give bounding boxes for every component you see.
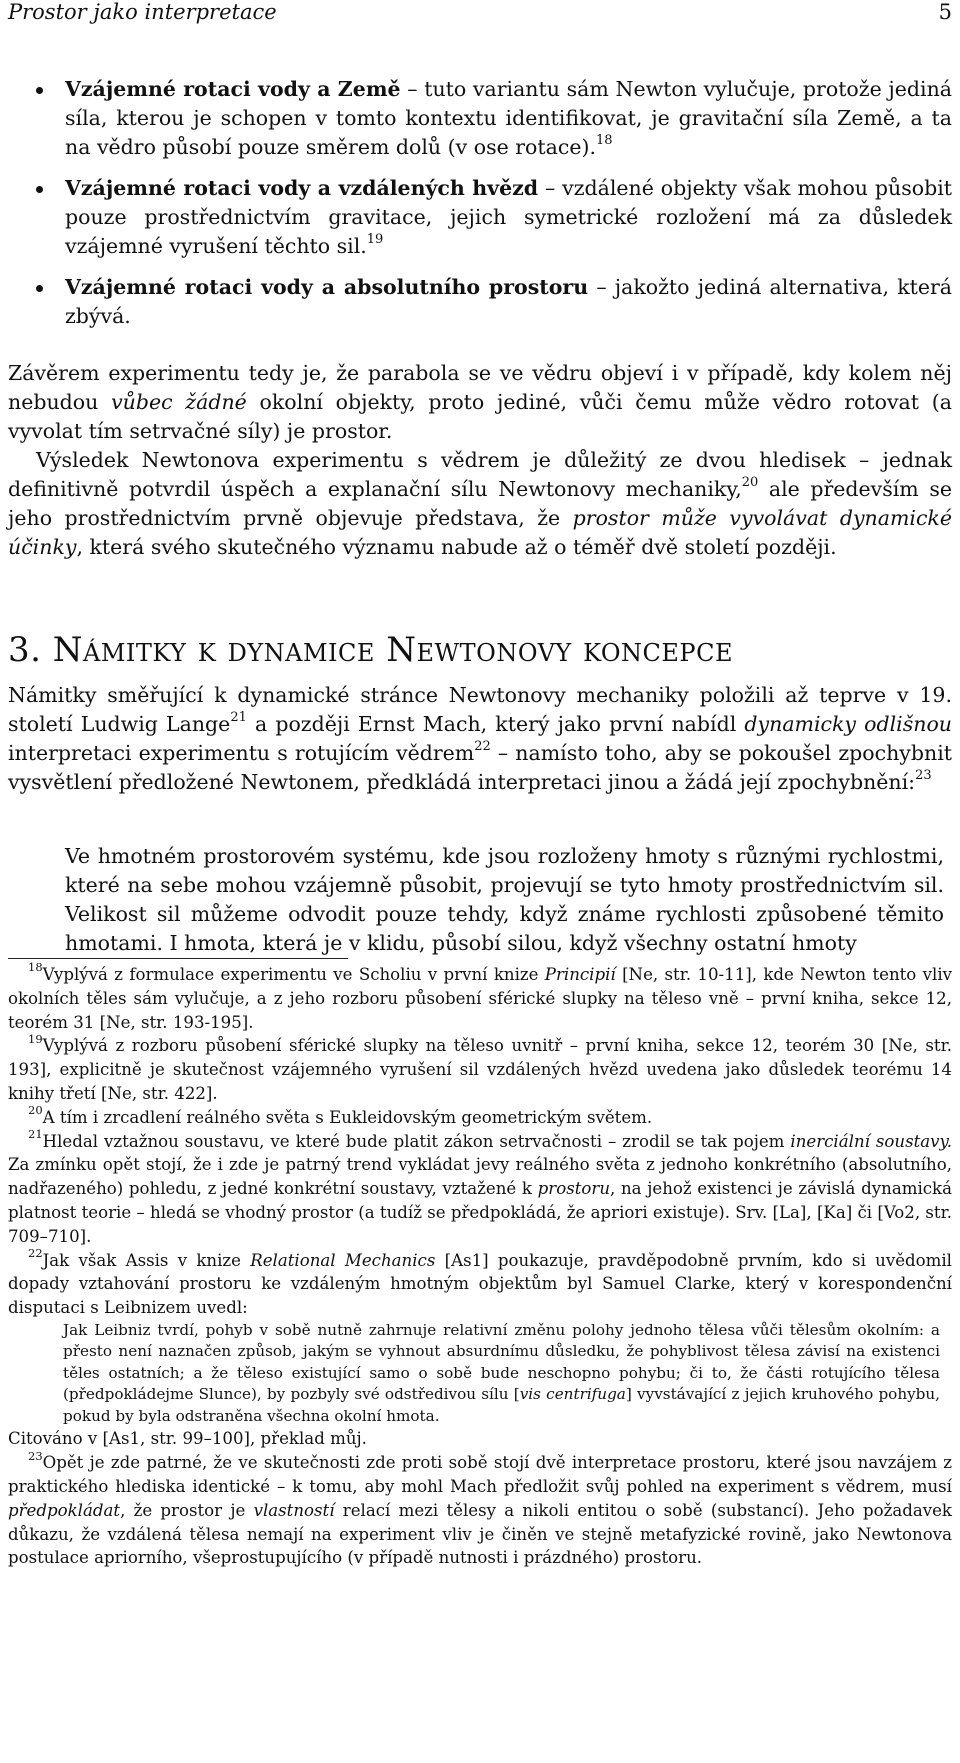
paragraph-text: Závěrem experimentu tedy je, že parabola se ve vědru objeví i v případě, kdy kolem něj nebudou [8, 361, 952, 414]
footnote-23 [8, 1448, 952, 1570]
bullet-term: Vzájemné rotaci vody a vzdálených hvězd [65, 176, 539, 200]
footnote-text: Vyplývá z formulace experimentu ve Scholiu v první knize [42, 965, 545, 984]
footnote-text: [As1] poukazuje, pravděpodobně prvním, kdo si uvědomil dopady vztahování prostoru ke vzdáleným hmotným objektům byl Samuel Clarke, který v korespondenční disputaci s Leibnizem uvedl: [8, 1250, 952, 1318]
paragraph-text: , která svého skutečného významu nabude až o téměř dvě století později. [76, 535, 837, 559]
footnote-22 [8, 1246, 952, 1320]
footnote-number: 19 [28, 1031, 43, 1046]
quote-text: Ve hmotném prostorovém systému, kde jsou rozloženy hmoty s různými rychlostmi, které na sebe mohou vzájemně působit, projevují se tyto hmoty prostřednictvím sil. Velikost sil můžeme odvodit pouze tehdy, když známe rychlosti způsobené těmito hmotami. I hmota, která je v klidu, působí silou, když všechny ostatní hmoty [65, 844, 944, 955]
footnote-ref[interactable]: 23 [915, 768, 932, 784]
footnote-text: [Ne, str. 10-11], kde Newton tento vliv okolních těles sám vylučuje, a z jeho rozboru působení sférické slupky na těleso vně – první kniha, sekce 12, teorém 31 [Ne, str. 193-195]. [8, 965, 953, 1032]
footnote-text: Za zmínku opět stojí, že i zde je patrný trend vykládat jevy reálného světa z jednoho konkrétního (absolutního, nadřazeného) pohledu, z jedné konkrétní soustavy, vztažené k [8, 1155, 952, 1199]
footnote-20 [8, 1103, 952, 1130]
list-item [8, 75, 952, 162]
body-section-1 [8, 359, 952, 562]
body-section-2 [8, 681, 952, 797]
quote-text: Jak Leibniz tvrdí, pohyb v sobě nutně zahrnuje relativní změnu polohy jednoho tělesa vůči tělesům okolním: a přesto není naznačen způsob, jakým se vyhnout absurdnímu důsledku, že pohyblivost tělesa závisí na existenci těles ostatních; a že těleso existující samo o sobě bude neschopno pohybu; či to, že části rotujícího tělesa (předpokládejme Slunce), by pozbyly své odstředivou sílu [ [63, 1320, 940, 1404]
list-item [8, 273, 952, 331]
paragraph-text: Výsledek Newtonova experimentu s vědrem je důležitý ze dvou hledisek – jednak definitivně potvrdil úspěch a explanační sílu Newtonovy mechaniky, [8, 448, 952, 501]
running-header [8, 0, 952, 27]
footnote-18 [8, 960, 953, 1034]
emphasis: Principií [544, 965, 616, 984]
paragraph-text: a později Ernst Mach, který jako první nabídl [246, 712, 745, 736]
footnote-divider [8, 958, 348, 959]
bullet-text: – vzdálené objekty však mohou působit pouze prostřednictvím gravitace, jejich symetrické rozložení má za důsledek vzájemné vyrušení těchto sil. [65, 176, 952, 258]
footnote-21 [8, 1127, 953, 1249]
bullet-term: Vzájemné rotaci vody a absolutního prostoru [65, 275, 589, 299]
bullet-term: Vzájemné rotaci vody a Země [65, 77, 401, 101]
paragraph-text: – namísto toho, aby se pokoušel zpochybnit vysvětlení předložené Newtonem, předkládá interpretaci jinou a žádá její zpochybnění: [8, 741, 952, 794]
footnotes [8, 960, 953, 1570]
paragraph-text: interpretaci experimentu s rotujícím vědrem [8, 741, 475, 765]
footnote-citation: Citováno v [As1, str. 99–100], překlad můj. [8, 1429, 367, 1449]
bullet-icon [36, 87, 43, 94]
paragraph [8, 359, 952, 446]
bullet-text: – jakožto jediná alternativa, která zbývá. [65, 275, 953, 328]
footnote-19 [8, 1031, 952, 1105]
footnote-text: relací mezi tělesy a nikoli entitou o sobě (substancí). Jeho požadavek důkazu, že vzdálená tělesa nemají na experiment vliv je činěn ve stejně metafyzické rovině, jako Newtonova postulace apriorního, všeprostupujícího (v případě nutnosti i prázdného) prostoru. [8, 1500, 952, 1568]
footnote-text: Vyplývá z rozboru působení sférické slupky na těleso uvnitř – první kniha, sekce 12, teorém 30 [Ne, str. 193], explicitně je skutečnost vzájemného vyrušení sil vzdálených hvězd uvedena jako důsledek teorému 14 knihy třetí [Ne, str. 422]. [8, 1036, 952, 1103]
emphasis: vlastností [253, 1500, 335, 1520]
bullet-icon [36, 186, 43, 193]
footnote-text: , že prostor je [120, 1500, 254, 1520]
bullet-icon [36, 285, 43, 292]
footnote-number: 20 [28, 1103, 43, 1118]
page-number: 5 [938, 0, 952, 24]
footnote-number: 22 [28, 1246, 43, 1261]
emphasis: předpokládat [8, 1500, 121, 1520]
paragraph-text: Námitky směřující k dynamické stránce Newtonovy mechaniky položili až teprve v 19. století Ludwig Lange [8, 683, 952, 736]
emphasis: vis centrifuga [519, 1385, 626, 1404]
footnote-text: , na jehož existenci je závislá dynamická platnost teorie – hledá se vhodný prostor (a tudíž se předpokládá, že apriori existuje). Srv. [La], [Ka] či [Vo2, str. 709–710]. [8, 1179, 952, 1246]
emphasis: vůbec žádné [111, 390, 247, 414]
paragraph [8, 446, 952, 562]
section-heading: 3. Námitky k dynamice Newtonovy koncepce [8, 630, 733, 670]
footnote-text: A tím i zrcadlení reálného světa s Eukleidovským geometrickým světem. [42, 1107, 653, 1127]
footnote-ref[interactable]: 20 [741, 475, 759, 491]
footnote-quote [63, 1320, 940, 1428]
quote-text: ] vyvstávající z jejich kruhového pohybu, pokud by byla odstraněna všechna okolní hmota. [63, 1385, 941, 1425]
footnote-text: Jak však Assis v knize [42, 1250, 251, 1270]
paragraph-text: okolní objekty, proto jediné, vůči čemu může vědro rotovat (a vyvolat tím setrvačné síly) je prostor. [8, 390, 952, 443]
emphasis: prostoru [537, 1179, 611, 1199]
block-quote [65, 842, 944, 958]
emphasis: inerciální soustavy. [790, 1131, 953, 1151]
bullet-text: – tuto variantu sám Newton vylučuje, protože jediná síla, kterou je schopen v tomto kontextu identifikovat, je gravitační síla Země, a ta na vědro působí pouze směrem dolů (v ose rotace). [65, 77, 952, 159]
emphasis: Relational Mechanics [250, 1250, 436, 1270]
footnote-number: 23 [28, 1448, 43, 1463]
footnote-number: 18 [28, 960, 43, 975]
footnote-text: Hledal vztažnou soustavu, ve které bude platit zákon setrvačnosti – zrodil se tak pojem [42, 1131, 791, 1151]
paragraph-text: ale především se jeho prostřednictvím prvně objevuje představa, že [8, 477, 952, 530]
footnote-ref[interactable]: 22 [474, 739, 491, 755]
running-title: Prostor jako interpretace [8, 0, 277, 24]
bullet-list [8, 75, 952, 343]
paragraph [8, 681, 952, 797]
footnote-ref[interactable]: 18 [596, 133, 613, 149]
list-item [8, 174, 952, 261]
emphasis: dynamicky odlišnou [744, 712, 952, 736]
footnote-number: 21 [28, 1127, 43, 1142]
footnote-text: Opět je zde patrné, že ve skutečnosti zde proti sobě stojí dvě interpretace prostoru, které jsou navzájem z praktického hlediska identické – k tomu, aby mohl Mach předložit svůj pohled na experiment s vědrem, musí [8, 1453, 952, 1497]
emphasis: prostor může vyvolávat dynamické účinky [8, 506, 952, 559]
footnote-ref[interactable]: 19 [366, 232, 384, 248]
footnote-ref[interactable]: 21 [230, 710, 247, 726]
